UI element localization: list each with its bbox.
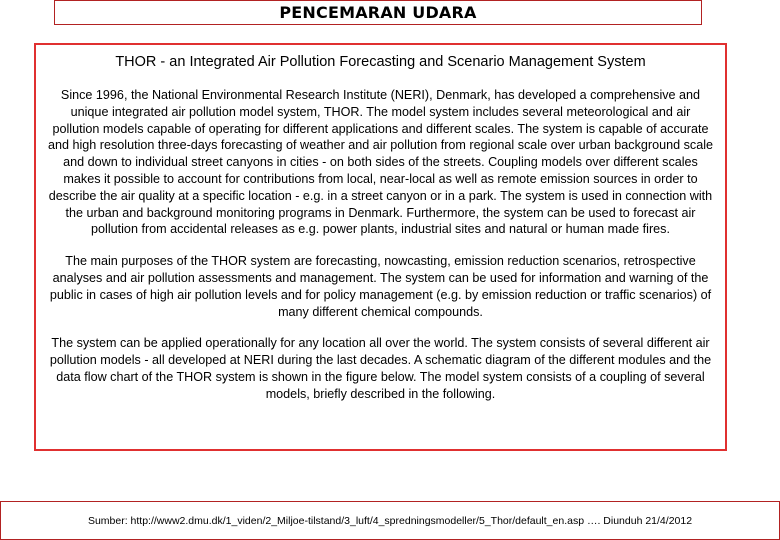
paragraph-application: The system can be applied operationally for any location all over the world. The system consists of several different air pollution models - all developed at NERI during the last decades. A schematic diagram of the different modules and the data flow chart of the THOR system is shown in the figure below. The model system consists of a coupling of several models, briefly described in the following. bbox=[49, 336, 712, 401]
title-box bbox=[54, 0, 702, 25]
paragraph-intro: Since 1996, the National Environmental Research Institute (NERI), Denmark, has developed a comprehensive and unique integrated air pollution model system, THOR. The model system includes several meteorological and air pollution models capable of operating for different applications and different scales. The system is capable of accurate and high resolution three-days forecasting of weather and air pollution from regional scale over urban background scale and down to individual street canyons in cities - on both sides of the streets. Coupling models over different scales makes it possible to account for contributions from local, near-local as well as remote emission sources in order to describe the air quality at a specific location - e.g. in a street canyon or in a park. The system is used in connection with the urban and background monitoring programs in Denmark. Furthermore, the system can be used to forecast air pollution from accidental releases as e.g. power plants, industrial sites and natural or human made fires. bbox=[47, 88, 714, 237]
source-box bbox=[0, 501, 780, 540]
source-citation: Sumber: http://www2.dmu.dk/1_viden/2_Miljoe-tilstand/3_luft/4_spredningsmodeller/5_Thor/default_en.asp …. Diunduh 21/4/2012 bbox=[87, 514, 693, 527]
article-heading: THOR - an Integrated Air Pollution Forecasting and Scenario Management System bbox=[115, 54, 646, 70]
page-title: PENCEMARAN UDARA bbox=[279, 3, 477, 22]
content-box bbox=[34, 43, 727, 451]
paragraph-purposes: The main purposes of the THOR system are forecasting, nowcasting, emission reduction scenarios, retrospective analyses and air pollution assessments and management. The system can be used for information and warning of the public in cases of high air pollution levels and for policy management (e.g. by emission reduction or traffic scenarios) of many different chemical compounds. bbox=[49, 254, 712, 319]
